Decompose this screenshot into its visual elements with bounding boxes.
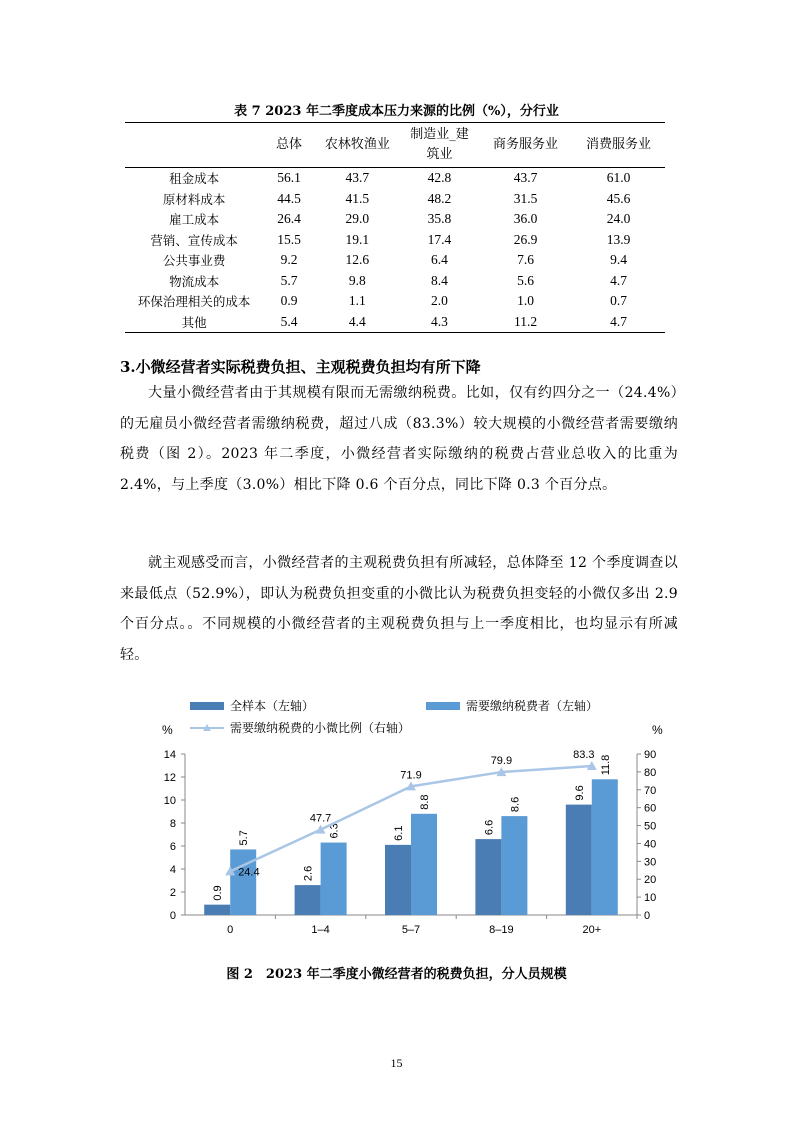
- table-cell: 19.1: [345, 231, 370, 247]
- table-cell: 4.3: [431, 313, 448, 329]
- table-cell: 5.4: [280, 313, 298, 329]
- left-axis-tick-label: 0: [169, 910, 176, 922]
- bar-full-sample: [295, 885, 321, 915]
- table-row: [125, 189, 665, 210]
- table-cell: 43.7: [345, 170, 370, 186]
- bar-data-label: 11.8: [599, 754, 612, 776]
- table-cell: 17.4: [427, 231, 452, 247]
- table-cell: 7.6: [517, 252, 534, 268]
- left-axis-tick-label: 2: [169, 887, 176, 899]
- section-title: 3.小微经营者实际税费负担、主观税费负担均有所下降: [120, 358, 481, 376]
- chart-svg: [150, 690, 690, 950]
- table-cell: 5.7: [280, 272, 298, 288]
- table-cell: 26.4: [277, 211, 301, 227]
- right-axis-tick-label: 60: [644, 802, 657, 815]
- table-cell: 13.9: [606, 231, 631, 247]
- table-cell: 4.7: [610, 272, 627, 288]
- table-row-label: 雇工成本: [169, 212, 220, 228]
- table-cell: 43.7: [513, 170, 538, 186]
- table-cell: 5.6: [517, 272, 534, 288]
- x-axis-tick-label: 20+: [582, 924, 602, 936]
- right-axis-tick-label: 40: [644, 838, 657, 851]
- table-row-label: 环保治理相关的成本: [137, 294, 251, 310]
- legend-label-taxpayers: 需要缴纳税费者（左轴）: [466, 699, 599, 713]
- right-axis-tick-label: 50: [644, 820, 657, 833]
- table-row-label: 其他: [181, 314, 207, 330]
- table-cell: 42.8: [427, 170, 452, 186]
- right-axis-tick-label: 30: [644, 856, 657, 869]
- table-header-business-services: 商务服务业: [493, 137, 559, 152]
- right-axis-unit: %: [652, 723, 663, 737]
- paragraph-1: [120, 378, 678, 500]
- legend-swatch-full-sample: [190, 702, 224, 710]
- table-row-label: 原材料成本: [162, 191, 226, 207]
- table-cell: 8.4: [431, 272, 448, 288]
- legend-label-ratio: 需要缴纳税费的小微比例（右轴）: [230, 721, 411, 735]
- table-header-overall: 总体: [276, 137, 303, 152]
- table-cell: 1.1: [348, 293, 366, 309]
- bar-data-label: 6.3: [328, 823, 341, 839]
- paragraph-1-text: 大量小微经营者由于其规模有限而无需缴纳税费。比如，仅有约四分之一（24.4%）的无雇员小微经营者需缴纳税费，超过八成（83.3%）较大规模的小微经营者需要缴纳税费（图 2）。2023 年二季度，小微经营者实际缴纳的税费占营业总收入的比重为 2.4%，与上季度（3.0%）相比下降 0.6 个百分点，同比下降 0.3 个百分点。: [120, 385, 678, 493]
- table-cell: 15.5: [277, 231, 301, 247]
- bar-data-label: 8.8: [419, 794, 431, 810]
- table-caption: 表 7 2023 年二季度成本压力来源的比例（%），分行业: [234, 104, 559, 119]
- table-cell: 9.2: [280, 252, 298, 268]
- bar-data-label: 9.6: [573, 785, 586, 801]
- table-row: [125, 271, 665, 292]
- page-number: 15: [390, 1056, 403, 1070]
- tax-burden-chart: [150, 690, 690, 950]
- bar-full-sample: [385, 845, 411, 915]
- left-axis-tick-label: 10: [163, 795, 176, 807]
- table-row-label: 营销、宣传成本: [150, 232, 238, 248]
- bar-data-label: 2.6: [302, 865, 315, 882]
- table-cell: 56.1: [277, 170, 301, 186]
- table-cell: 11.2: [513, 313, 538, 329]
- table-header-row: [125, 123, 665, 168]
- table-row-label: 物流成本: [169, 273, 220, 289]
- table-cell: 4.7: [610, 313, 627, 329]
- left-axis-tick-label: 6: [169, 841, 176, 853]
- table-cell: 36.0: [513, 211, 538, 227]
- table-header-consumer-services: 消费服务业: [586, 137, 652, 152]
- table-row: [125, 230, 665, 251]
- bar-data-label: 8.6: [509, 796, 522, 813]
- x-axis-tick-label: 0: [227, 924, 234, 936]
- bar-taxpayers: [411, 814, 437, 915]
- right-axis-tick-label: 10: [644, 892, 657, 905]
- table-row: [125, 250, 665, 271]
- left-axis-tick-label: 12: [163, 772, 176, 784]
- table-cell: 41.5: [345, 190, 370, 206]
- table-cell: 0.7: [610, 293, 627, 309]
- left-axis-tick-label: 8: [169, 818, 176, 830]
- table-header-blank: [125, 123, 263, 168]
- bar-full-sample: [475, 839, 501, 915]
- right-axis-tick-label: 70: [644, 784, 657, 797]
- table-cell: 31.5: [513, 190, 538, 206]
- cost-pressure-table: [125, 122, 665, 333]
- table-cell: 26.9: [513, 231, 538, 247]
- table-cell: 24.0: [606, 211, 631, 227]
- table-row-label: 公共事业费: [162, 253, 226, 269]
- line-ratio-data-label: 79.9: [490, 755, 513, 768]
- table-row-label: 租金成本: [169, 171, 220, 187]
- table-header-agriculture: 农林牧渔业: [324, 137, 390, 152]
- bar-data-label: 0.9: [212, 885, 225, 901]
- line-ratio-data-label: 24.4: [238, 866, 260, 879]
- table-row: [125, 168, 665, 189]
- line-ratio-data-label: 83.3: [573, 748, 595, 761]
- right-axis-tick-label: 80: [644, 766, 657, 779]
- table-row: [125, 209, 665, 230]
- table-cell: 2.0: [431, 293, 448, 309]
- table-cell: 12.6: [345, 252, 370, 268]
- table-cell: 48.2: [427, 190, 452, 206]
- table-row: [125, 291, 665, 312]
- bar-data-label: 5.7: [238, 830, 251, 846]
- bar-taxpayers: [501, 816, 527, 915]
- table-cell: 9.8: [348, 272, 366, 288]
- paragraph-2-text: 就主观感受而言，小微经营者的主观税费负担有所减轻，总体降至 12 个季度调查以来最低点（52.9%），即认为税费负担变重的小微比认为税费负担变轻的小微仅多出 2.9 个百分点。。不同规模的小微经营者的主观税费负担与上一季度相比，也均显示有所减轻。: [120, 555, 678, 663]
- line-ratio-data-label: 71.9: [400, 769, 422, 782]
- left-axis-tick-label: 14: [163, 749, 176, 761]
- right-axis-tick-label: 0: [644, 910, 651, 922]
- table-cell: 45.6: [606, 190, 631, 206]
- left-axis-tick-label: 4: [169, 864, 176, 876]
- table-row: [125, 312, 665, 333]
- bar-taxpayers: [230, 849, 256, 915]
- line-ratio-data-label: 47.7: [309, 812, 332, 825]
- x-axis-tick-label: 8–19: [489, 924, 514, 936]
- table-cell: 6.4: [431, 252, 448, 268]
- bar-full-sample: [566, 805, 592, 915]
- right-axis-tick-label: 90: [644, 749, 657, 761]
- table-cell: 0.9: [280, 293, 298, 309]
- bar-taxpayers: [592, 779, 618, 915]
- legend-swatch-taxpayers: [426, 702, 460, 710]
- table-cell: 4.4: [348, 313, 366, 329]
- table-cell: 29.0: [345, 211, 370, 227]
- bar-data-label: 6.6: [483, 819, 496, 836]
- figure-caption: 图 2 2023 年二季度小微经营者的税费负担，分人员规模: [226, 967, 567, 982]
- left-axis-unit: %: [162, 723, 173, 737]
- table-cell: 9.4: [610, 252, 627, 268]
- table-cell: 1.0: [517, 293, 534, 309]
- right-axis-tick-label: 20: [644, 874, 657, 887]
- table-cell: 61.0: [606, 170, 631, 186]
- bar-data-label: 6.1: [393, 825, 405, 841]
- table-cell: 35.8: [427, 211, 452, 227]
- bar-full-sample: [204, 905, 230, 915]
- x-axis-tick-label: 5–7: [401, 924, 421, 936]
- table-cell: 44.5: [277, 190, 301, 206]
- table-header-manufacturing: 制造业_建筑业: [410, 127, 469, 162]
- bar-taxpayers: [321, 843, 347, 915]
- x-axis-tick-label: 1–4: [311, 924, 330, 936]
- legend-label-full-sample: 全样本（左轴）: [230, 699, 315, 713]
- paragraph-2: [120, 548, 678, 670]
